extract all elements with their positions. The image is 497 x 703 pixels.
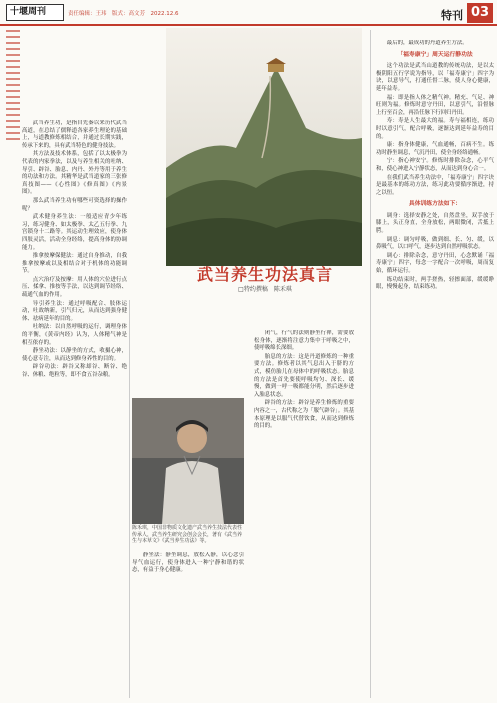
paragraph: 静坐功法：以静坐的方式，收摄心神，使心意专注，从而达到修身养性的目的。 (22, 348, 127, 362)
subheading: 具体训练方法如下： (408, 201, 462, 208)
paragraph: 静坐法：静坐调息，放松入静，以心念引导气血运行，使身体进入一种宁静和谐的状态，有益于身心健康。 (132, 552, 244, 574)
paragraph: 导引养生法：通过呼吸配合、肢体运动，吐故纳新，引气归元，从而达到强身健体、祛病延年的目的。 (22, 300, 127, 322)
decorative-ornament (6, 30, 20, 140)
page-header (0, 0, 497, 26)
paragraph: 调息：调匀呼吸，做到细、长、匀、缓，以鼻吸气，以口呼气，逐步达到自然呼吸状态。 (376, 236, 494, 251)
paragraph: 辟谷的方法：辟谷是养生修炼的重要内容之一，古代称之为「服气辟谷」。其基本原理是以服气代替饮食，从而达到修炼的目的。 (254, 400, 354, 430)
paragraph: 闭气，行气的法则静坐行禅，需要放松身体，逐渐将注意力集中于呼吸之中，使呼吸绵长深细。 (254, 330, 354, 352)
paragraph: 在我们武当养生功法中，「福寿康宁」四字诀是最基本的练功方法，练习此功要循序渐进，持之以恒。 (376, 174, 494, 196)
paragraph: 福：即是指人体之精气神。精充、气足、神旺则为福。修炼时意守丹田，以意引气，沿督脉上行至百会，再沿任脉下行回归丹田。 (376, 94, 494, 116)
editor-credits: 责任编辑：王玮 版式：高文芳 2022.12.6 (68, 11, 179, 17)
subheading: 「福寿康宁」周天运行静功法 (397, 51, 473, 58)
masthead-logo: 十堰周刊 (6, 4, 64, 21)
paragraph: 最后的，最成功的丹道养生方法。 (386, 40, 468, 46)
column-mid-right (254, 330, 354, 698)
paragraph: 胎息的方法：这是丹道修炼的一种重要方法。修炼者以其气息出入于脐的方式，模仿胎儿在母体中的呼吸状态。胎息的方法是首先要使呼吸均匀、深长、缓慢，做到一呼一吸都能分明，然后逐步进入胎息状态。 (254, 353, 354, 398)
column-divider (370, 30, 371, 698)
section-title: 特刊 (441, 9, 463, 22)
paragraph: 寿：寿是人生最大的福。寿与福相连，练功时以意引气，配合呼吸，逐渐达到延年益寿的目的。 (376, 118, 494, 140)
mountain-photo (166, 28, 362, 266)
column-left (22, 120, 127, 698)
paragraph: 这个功法是武当山道教的传统功法，是以太极阴阳五行学说为指导，以「福寿康宁」四字为诀，以意导气，打通任督二脉，使人身心健康，延年益寿。 (376, 63, 494, 92)
paragraph: 其方法及技术体系，包括了以太极拳为代表的内家拳法，以及与养生相关的吐纳、导引、辟谷、胎息、内丹、外丹等用于养生的功法和方法。其精华是武当道家的三张修真技图——《心性图》《修真图》《内景图》。 (22, 151, 127, 196)
paragraph: 武当养生功，是指自先秦以来历代武当高道，在总结了儒释道各家养生理论的基础上，与道教修炼相结合，并通过长期实践，传承下来的，具有武当特色的健身技法。 (22, 120, 127, 149)
paragraph: 练功结束时，两手搓热，轻擦面部，缓缓睁眼，慢慢起身，结束练功。 (376, 276, 494, 291)
column-divider (129, 300, 130, 698)
paragraph: 点穴治疗及按摩：用人体的穴位进行点压、揉拿、推按等手法，以达到调节经络、疏通气血的作用。 (22, 276, 127, 299)
portrait-caption: 陈禾琪，中国非物质文化遗产武当养生技法代表性传承人，武当养生研究会创会会长，著有《武当养生与本草文》《武当养生功法》等。 (132, 525, 243, 545)
column-mid-left (132, 552, 244, 698)
paragraph: 宁：指心神安宁。修炼时排除杂念，心平气和，使心神进入宁静状态，从而达到身心合一。 (376, 158, 494, 172)
paragraph: 推拿按摩保健法：通过自身推动，自我推拿按摩或以及相结合对于机体的功能调节。 (22, 253, 127, 275)
article-byline: □特约撰稿 陈禾琪 (238, 286, 292, 293)
column-right (376, 40, 494, 698)
article-title: 武当养生功法真言 (196, 265, 333, 284)
author-portrait (132, 398, 244, 524)
paragraph: 吐纳法：以自然呼吸的运行，调理身体的平衡，《黄帝内经》认为，人体精气神是相互依存的。 (22, 324, 127, 346)
paragraph: 调心：排除杂念，意守丹田，心念默诵「福寿康宁」四字，每念一字配合一次呼吸，周而复始，循环运行。 (376, 252, 494, 275)
paragraph: 辟谷功法：辟谷又称却谷、断谷、绝谷、休粮、绝粒等，即不食五谷杂粮。 (22, 364, 127, 378)
paragraph: 调身：选择安静之处，自然盘坐，双手放于膝上，头正身直，全身放松，两眼微闭，舌抵上腭。 (376, 212, 494, 235)
page-number: 03 (467, 3, 493, 23)
paragraph: 武术健身养生法：一般适应青少年练习，练习健身、如太极拳、太乙五行拳、九宫锁身十二路等。其运动生理效应，使身体四肢灵活，活动全身经络，提高身体的协调能力。 (22, 214, 127, 251)
paragraph: 康：指身体健康，气血通畅，百病不生。练功时静坐调息，气沉丹田，使全身经络通畅。 (376, 142, 494, 156)
paragraph: 那么武当养生功有哪些可资选择的操作呢？ (22, 197, 127, 212)
